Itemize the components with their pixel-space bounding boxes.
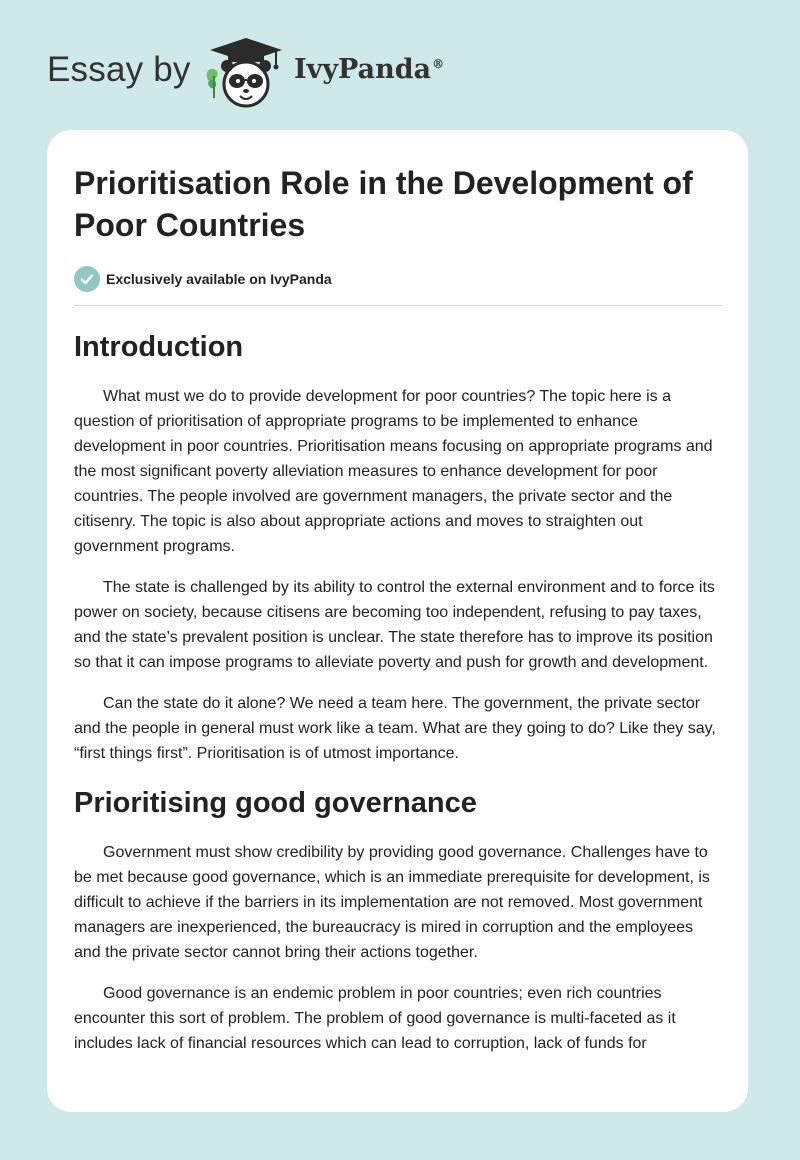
title-divider xyxy=(74,305,722,306)
paragraph: The state is challenged by its ability to control the external environment and to force its power on society, because citisens are becoming too independent, refusing to pay taxes, and the state’s prevalent position is unclear. The state therefore has to improve its position so that it can impose programs to alleviate poverty and push for growth and development. xyxy=(74,579,715,671)
badge-label: Exclusively available on IvyPanda xyxy=(106,271,332,287)
site-header xyxy=(47,30,507,110)
section-heading-good-governance: Prioritising good governance xyxy=(74,787,477,819)
essay-card xyxy=(47,130,748,1112)
registered-mark: ® xyxy=(432,57,445,71)
paragraph: What must we do to provide development for poor countries? The topic here is a question of prioritisation of appropriate programs to be implemented to enhance development in poor countries. Prioritisation means focusing on appropriate programs and the most significant poverty alleviation measures to enhance development for poor countries. The people involved are government managers, the private sector and the citisenry. The topic is also about appropriate actions and moves to straighten out government programs. xyxy=(74,388,713,555)
brand-text: IvyPanda xyxy=(294,54,432,85)
section-heading-introduction: Introduction xyxy=(74,331,244,363)
essay-by-label: Essay by xyxy=(47,50,191,89)
exclusive-badge xyxy=(74,266,722,292)
page-title: Prioritisation Role in the Development of Poor Countries xyxy=(74,165,693,243)
panda-logo-icon[interactable] xyxy=(202,36,290,108)
paragraph: Good governance is an endemic problem in poor countries; even rich countries encounter this sort of problem. The problem of good governance is multi-faceted as it includes lack of financial resources which can lead to corruption, lack of funds for xyxy=(74,985,676,1052)
paragraph: Can the state do it alone? We need a team here. The government, the private sector and the people in general must work like a team. What are they going to do? Like they say, “first things first”. Prioritisation is of utmost importance. xyxy=(74,695,716,762)
brand-name[interactable] xyxy=(294,54,444,85)
check-circle-icon xyxy=(74,266,100,292)
paragraph: Government must show credibility by providing good governance. Challenges have to be met because good governance, which is an immediate prerequisite for development, is difficult to achieve if the barriers in its implementation are not removed. Most government managers are inexperienced, the bureaucracy is mired in corruption and the employees and the private sector cannot bring their actions together. xyxy=(74,844,710,961)
